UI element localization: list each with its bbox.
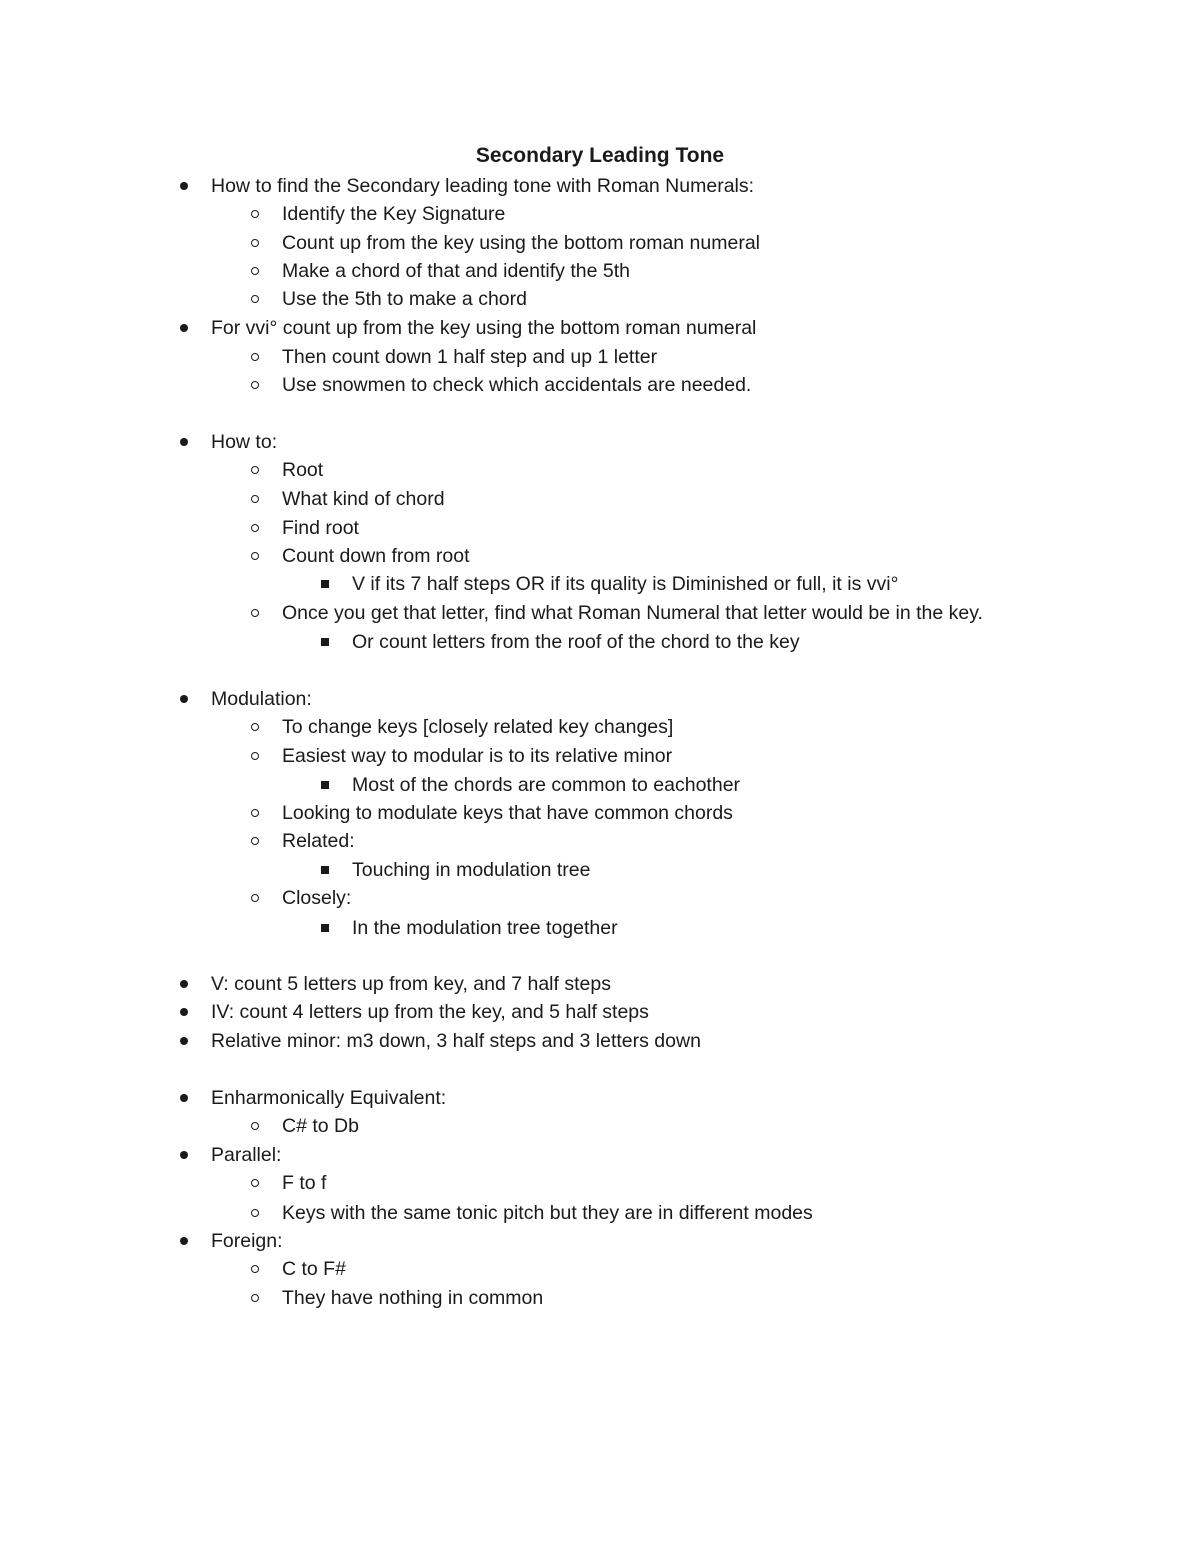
list-item-text: IV: count 4 letters up from the key, and 5 half steps [211, 1001, 649, 1023]
bullet-circle-icon [248, 485, 262, 513]
bullet-disc-icon [177, 1141, 191, 1169]
bullet-circle-icon [248, 343, 262, 371]
list-item-text: Modulation: [211, 688, 312, 710]
list-item-text: Relative minor: m3 down, 3 half steps and 3 letters down [211, 1030, 701, 1052]
list-item-text: V: count 5 letters up from key, and 7 half steps [211, 973, 611, 995]
bullet-disc-icon [177, 998, 191, 1026]
list-item-text: Count down from root [282, 545, 470, 567]
list-item-text: Keys with the same tonic pitch but they are in different modes [282, 1202, 813, 1224]
bullet-disc-icon [177, 685, 191, 713]
bullet-square-icon [318, 570, 332, 598]
bullet-circle-icon [248, 200, 262, 228]
bullet-disc-icon [177, 1227, 191, 1255]
list-item-text: Or count letters from the roof of the chord to the key [352, 631, 800, 653]
list-item-text: Identify the Key Signature [282, 203, 506, 225]
bullet-disc-icon [177, 172, 191, 200]
list-item-text: Parallel: [211, 1144, 282, 1166]
bullet-circle-icon [248, 1112, 262, 1140]
bullet-disc-icon [177, 970, 191, 998]
list-item-text: Make a chord of that and identify the 5th [282, 260, 630, 282]
list-item-text: Looking to modulate keys that have common chords [282, 802, 733, 824]
bullet-circle-icon [248, 713, 262, 741]
bullet-circle-icon [248, 1255, 262, 1283]
list-item-text: Once you get that letter, find what Roman Numeral that letter would be in the key. [282, 602, 983, 624]
bullet-circle-icon [248, 1199, 262, 1227]
list-item-text: They have nothing in common [282, 1287, 544, 1309]
document-title: Secondary Leading Tone [475, 144, 725, 167]
bullet-circle-icon [248, 542, 262, 570]
list-item-text: To change keys [closely related key changes] [282, 716, 674, 738]
bullet-circle-icon [248, 285, 262, 313]
bullet-circle-icon [248, 599, 262, 627]
list-item-text: F to f [282, 1172, 327, 1194]
list-item-text: Related: [282, 830, 355, 852]
list-item-text: Root [282, 459, 324, 481]
list-item-text: How to find the Secondary leading tone with Roman Numerals: [211, 175, 755, 197]
list-item-text: Touching in modulation tree [352, 859, 591, 881]
list-item-text: What kind of chord [282, 488, 445, 510]
list-item-text: Closely: [282, 887, 352, 909]
bullet-disc-icon [177, 1027, 191, 1055]
list-item-text: C# to Db [282, 1115, 359, 1137]
list-item-text: Use snowmen to check which accidentals are needed. [282, 374, 752, 396]
list-item-text: Then count down 1 half step and up 1 letter [282, 346, 658, 368]
list-item-text: How to: [211, 431, 278, 453]
bullet-square-icon [318, 856, 332, 884]
bullet-disc-icon [177, 428, 191, 456]
bullet-disc-icon [177, 1084, 191, 1112]
list-item-text: Most of the chords are common to eachother [352, 774, 741, 796]
bullet-circle-icon [248, 257, 262, 285]
bullet-circle-icon [248, 229, 262, 257]
bullet-circle-icon [248, 884, 262, 912]
bullet-square-icon [318, 628, 332, 656]
list-item-text: Count up from the key using the bottom roman numeral [282, 232, 760, 254]
list-item-text: Enharmonically Equivalent: [211, 1087, 447, 1109]
list-item-text: Find root [282, 517, 359, 539]
list-item-text: In the modulation tree together [352, 917, 618, 939]
bullet-disc-icon [177, 314, 191, 342]
bullet-circle-icon [248, 371, 262, 399]
list-item-text: Use the 5th to make a chord [282, 288, 527, 310]
list-item-text: V if its 7 half steps OR if its quality is Diminished or full, it is vvi° [352, 573, 899, 595]
list-item-text: For vvi° count up from the key using the bottom roman numeral [211, 317, 757, 339]
bullet-circle-icon [248, 456, 262, 484]
bullet-circle-icon [248, 1169, 262, 1197]
bullet-circle-icon [248, 514, 262, 542]
list-item-text: C to F# [282, 1258, 346, 1280]
bullet-square-icon [318, 771, 332, 799]
list-item-text: Easiest way to modular is to its relative minor [282, 745, 673, 767]
list-item-text: Foreign: [211, 1230, 283, 1252]
bullet-circle-icon [248, 1284, 262, 1312]
bullet-circle-icon [248, 827, 262, 855]
bullet-circle-icon [248, 799, 262, 827]
bullet-circle-icon [248, 742, 262, 770]
bullet-square-icon [318, 914, 332, 942]
